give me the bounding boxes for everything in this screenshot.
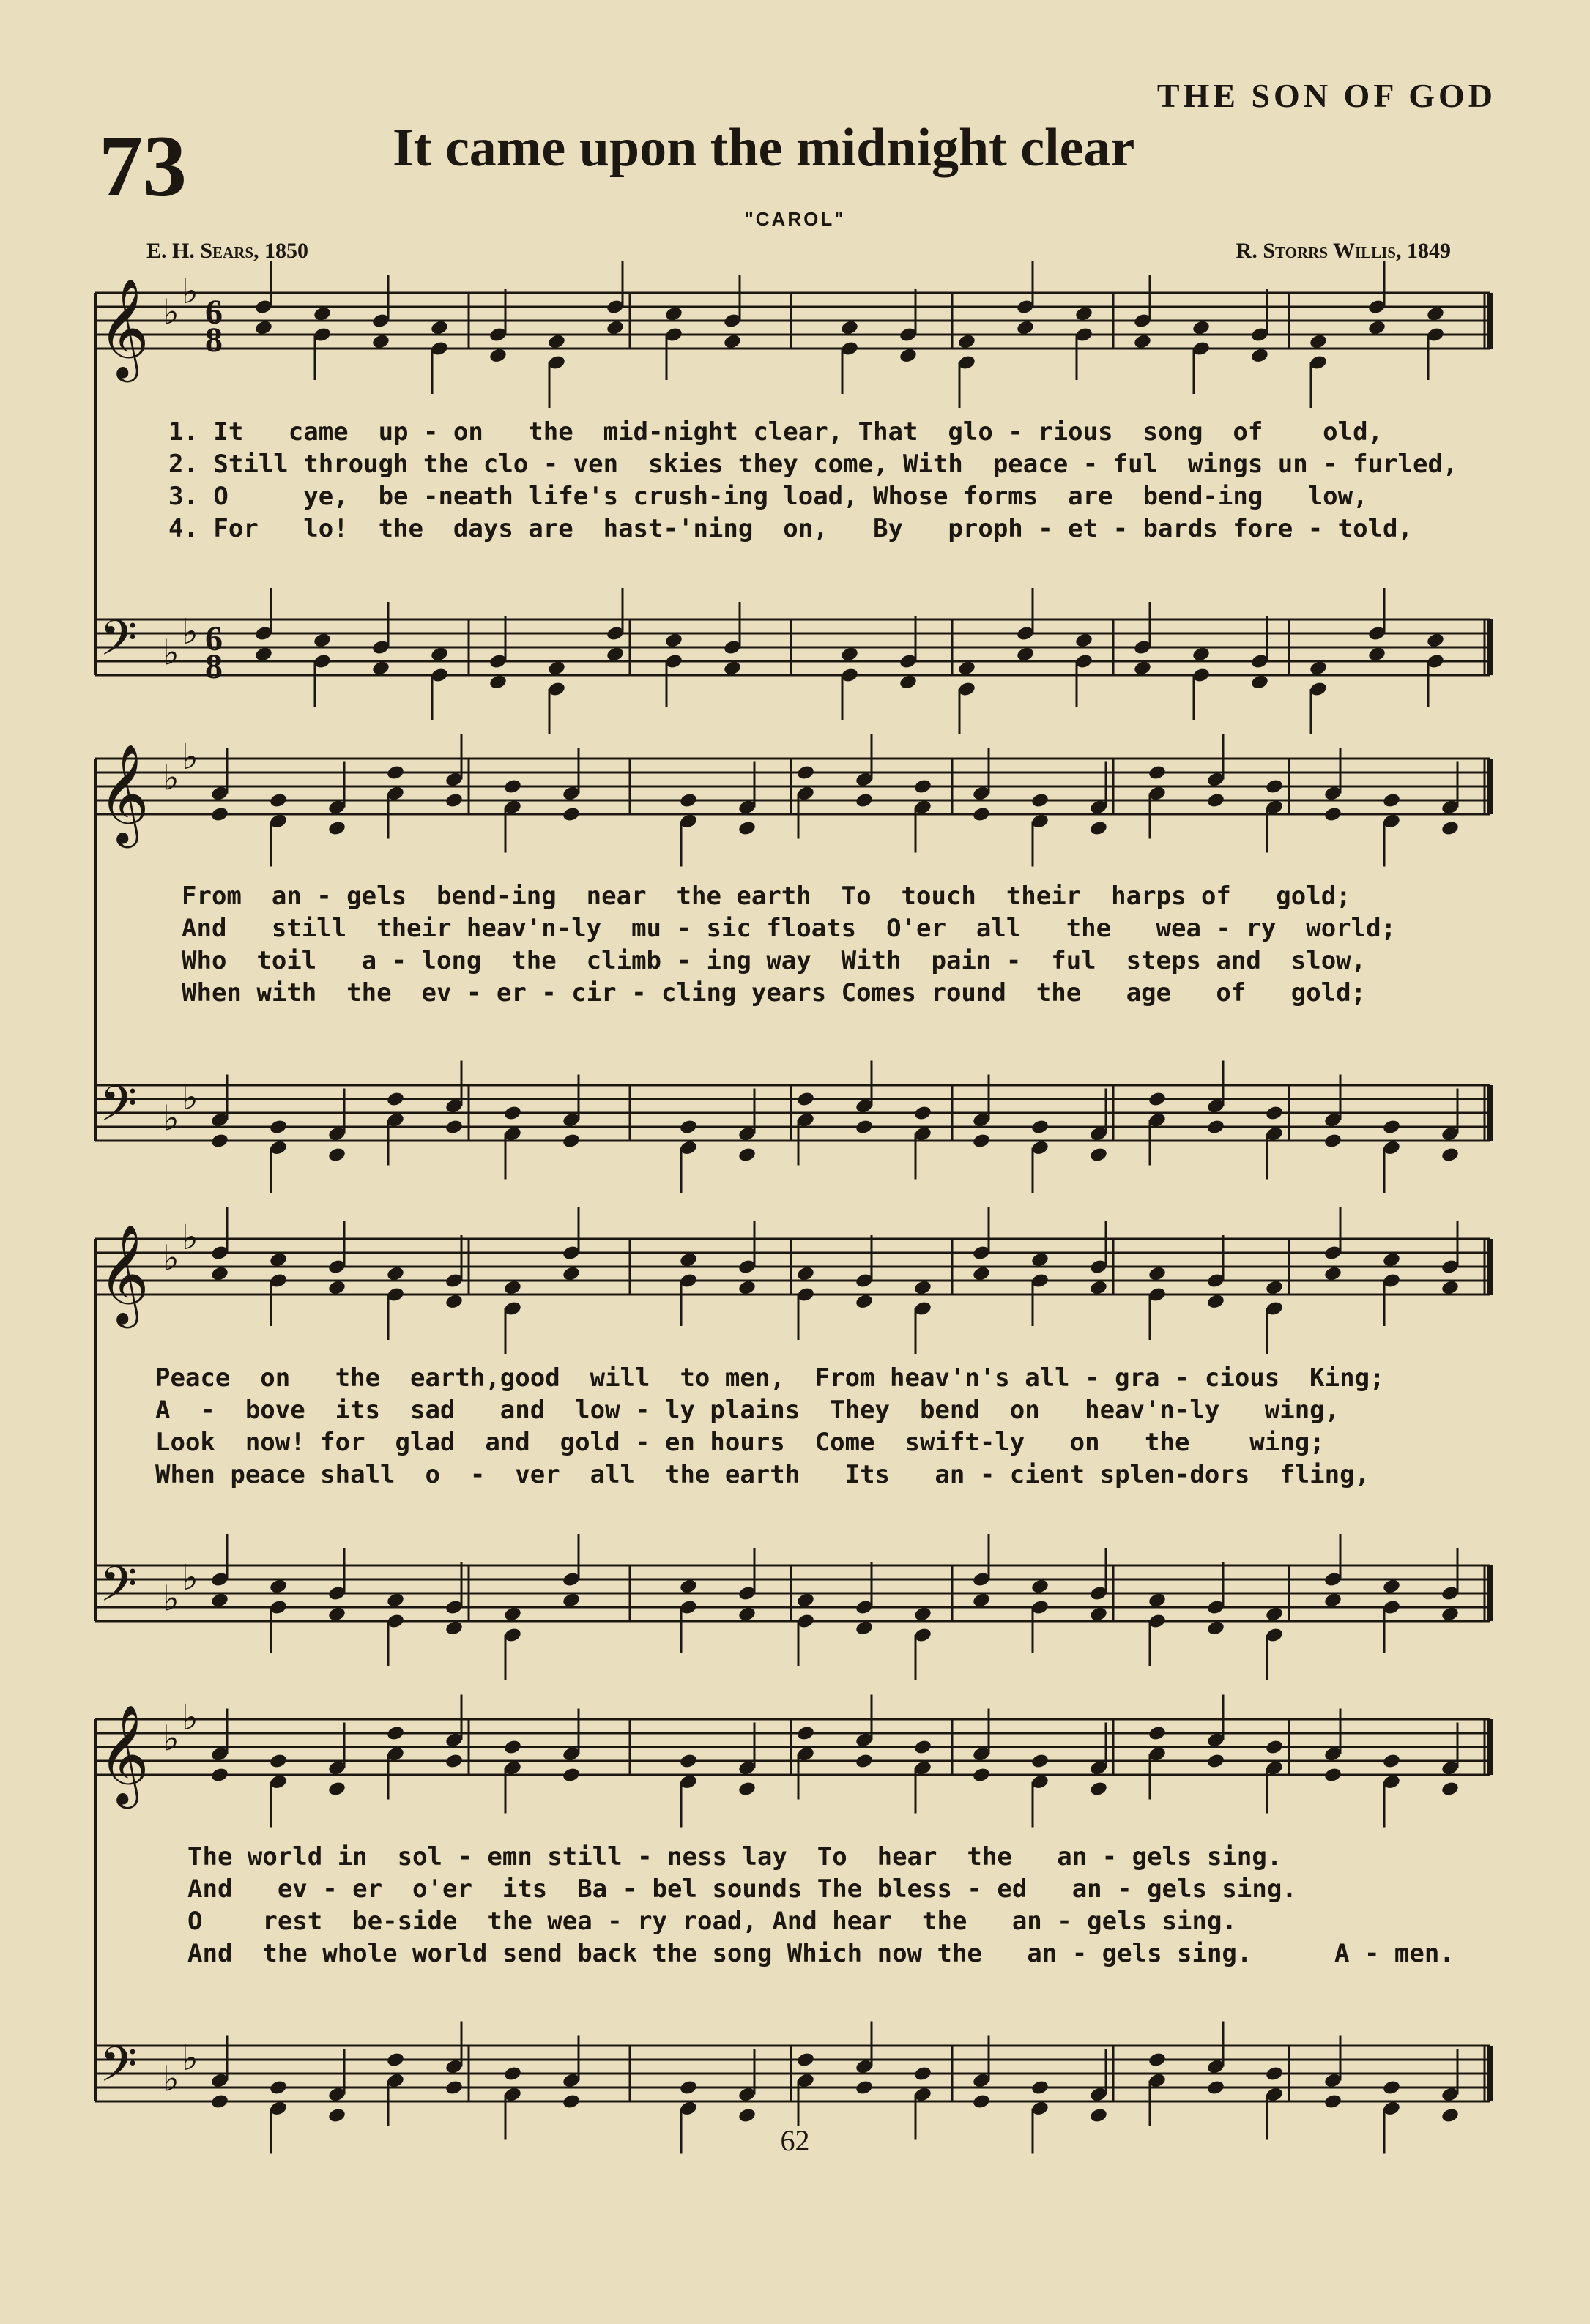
note-head bbox=[679, 2079, 698, 2096]
note-head bbox=[386, 1592, 405, 1609]
note-head bbox=[1133, 333, 1152, 350]
note-head bbox=[972, 1767, 991, 1784]
note-head bbox=[1441, 820, 1460, 837]
note-head bbox=[1309, 333, 1328, 350]
note-head bbox=[1382, 1753, 1401, 1770]
note-head bbox=[1192, 646, 1211, 663]
lyric-line: 1. It came up - on the mid-night clear, That glo - rious song of old, bbox=[168, 417, 1383, 447]
note-head bbox=[562, 806, 581, 823]
note-head bbox=[1030, 1753, 1050, 1770]
note-head bbox=[855, 1753, 874, 1770]
treble-clef: 𝄞 bbox=[98, 277, 149, 378]
note-head bbox=[269, 2079, 288, 2096]
flat-sign: ♭ bbox=[182, 1217, 198, 1258]
note-head bbox=[1206, 1620, 1225, 1636]
note-head bbox=[1192, 319, 1211, 336]
note-head bbox=[899, 347, 918, 364]
note-head bbox=[445, 2079, 464, 2096]
author-credit: E. H. Sears, 1850 bbox=[146, 239, 309, 263]
note-head bbox=[386, 1265, 405, 1282]
note-head bbox=[1265, 1279, 1284, 1296]
note-head bbox=[738, 1606, 757, 1623]
lyric-line: And still their heav'n-ly mu - sic floats O'er all the wea - ry world; bbox=[182, 914, 1397, 943]
note-head bbox=[445, 1119, 464, 1136]
note-head bbox=[913, 778, 932, 795]
flat-sign: ♭ bbox=[163, 757, 179, 799]
note-head bbox=[327, 1279, 346, 1296]
note-head bbox=[1323, 1265, 1342, 1282]
note-head bbox=[210, 1592, 229, 1609]
note-head bbox=[386, 2052, 405, 2068]
note-head bbox=[1382, 1578, 1401, 1595]
note-head bbox=[547, 333, 566, 350]
note-head bbox=[1323, 1592, 1342, 1609]
note-head bbox=[840, 646, 859, 663]
note-head bbox=[855, 1119, 874, 1136]
note-head bbox=[840, 319, 859, 336]
note-head bbox=[679, 1251, 698, 1268]
flat-sign: ♭ bbox=[163, 1237, 179, 1279]
flat-sign: ♭ bbox=[163, 1718, 179, 1759]
note-head bbox=[1074, 305, 1093, 322]
note-head bbox=[1030, 1119, 1050, 1136]
flat-sign: ♭ bbox=[182, 1557, 198, 1598]
note-head bbox=[210, 1265, 229, 1282]
lyric-line: 4. For lo! the days are hast-'ning on, By proph - et - bards fore - told, bbox=[168, 514, 1413, 543]
note-head bbox=[1367, 646, 1386, 663]
note-head bbox=[210, 2093, 229, 2110]
note-head bbox=[899, 674, 918, 690]
note-head bbox=[1441, 2107, 1460, 2124]
time-signature-bottom: 8 bbox=[205, 647, 223, 686]
note-head bbox=[1016, 646, 1035, 663]
note-head bbox=[562, 1133, 581, 1150]
lyric-line: And the whole world send back the song Which now the an - gels sing. bbox=[187, 1939, 1252, 1968]
note-head bbox=[210, 806, 229, 823]
note-head bbox=[738, 1279, 757, 1296]
page-number: 62 bbox=[780, 2124, 810, 2157]
note-head bbox=[1030, 2079, 1050, 2096]
note-head bbox=[972, 1592, 991, 1609]
note-head bbox=[679, 1119, 698, 1136]
note-head bbox=[606, 319, 625, 336]
note-head bbox=[445, 1293, 464, 1310]
note-head bbox=[386, 1725, 405, 1742]
note-head bbox=[1309, 660, 1328, 677]
note-head bbox=[855, 2079, 874, 2096]
amen-text: A - men. bbox=[1334, 1939, 1455, 1968]
note-head bbox=[1441, 1606, 1460, 1623]
note-head bbox=[254, 319, 273, 336]
note-head bbox=[1265, 778, 1284, 795]
note-head bbox=[1323, 1767, 1342, 1784]
bass-clef: 𝄢 bbox=[100, 1556, 138, 1624]
note-head bbox=[1089, 2107, 1108, 2124]
note-head bbox=[371, 660, 390, 677]
note-head bbox=[1265, 2066, 1284, 2082]
hymn-title: It came upon the midnight clear bbox=[393, 118, 1135, 178]
note-head bbox=[1382, 792, 1401, 809]
note-head bbox=[210, 1767, 229, 1784]
tune-name: "CAROL" bbox=[744, 208, 846, 230]
lyric-line: 3. O ye, be -neath life's crush-ing load, Whose forms are bend-ing low, bbox=[168, 482, 1368, 511]
note-head bbox=[327, 820, 346, 837]
note-head bbox=[562, 1265, 581, 1282]
note-head bbox=[503, 1279, 522, 1296]
note-head bbox=[664, 305, 683, 322]
note-head bbox=[1250, 674, 1269, 690]
note-head bbox=[1323, 806, 1342, 823]
note-head bbox=[972, 2093, 991, 2110]
note-head bbox=[1206, 2079, 1225, 2096]
note-head bbox=[313, 632, 332, 649]
note-head bbox=[1250, 347, 1269, 364]
note-head bbox=[796, 1592, 815, 1609]
note-head bbox=[1148, 2052, 1167, 2068]
hymn-number: 73 bbox=[99, 117, 187, 215]
flat-sign: ♭ bbox=[163, 2058, 179, 2100]
lyric-line: Peace on the earth,good will to men, From heav'n's all - gra - cious King; bbox=[155, 1363, 1385, 1393]
flat-sign: ♭ bbox=[163, 291, 179, 333]
note-head bbox=[1323, 1133, 1342, 1150]
note-head bbox=[445, 1620, 464, 1636]
note-head bbox=[855, 1620, 874, 1636]
note-head bbox=[1089, 1781, 1108, 1798]
note-head bbox=[913, 2066, 932, 2082]
flat-sign: ♭ bbox=[163, 1578, 179, 1620]
note-head bbox=[547, 660, 566, 677]
note-head bbox=[1074, 632, 1093, 649]
note-head bbox=[1426, 305, 1445, 322]
note-head bbox=[957, 333, 976, 350]
lyric-line: When peace shall o - ver all the earth Its an - cient splen-dors fling, bbox=[155, 1460, 1370, 1489]
note-head bbox=[562, 2093, 581, 2110]
note-head bbox=[386, 764, 405, 781]
note-head bbox=[1030, 792, 1050, 809]
note-head bbox=[488, 674, 508, 690]
note-head bbox=[430, 646, 449, 663]
note-head bbox=[738, 820, 757, 837]
note-head bbox=[972, 806, 991, 823]
note-head bbox=[679, 1578, 698, 1595]
note-head bbox=[972, 1133, 991, 1150]
note-head bbox=[679, 1753, 698, 1770]
note-head bbox=[738, 1781, 757, 1798]
note-head bbox=[738, 1147, 757, 1163]
note-head bbox=[503, 2066, 522, 2082]
note-head bbox=[1441, 1279, 1460, 1296]
note-head bbox=[503, 1105, 522, 1122]
note-head bbox=[562, 1767, 581, 1784]
note-head bbox=[1382, 1251, 1401, 1268]
note-head bbox=[430, 319, 449, 336]
note-head bbox=[796, 2052, 815, 2068]
flat-sign: ♭ bbox=[182, 271, 198, 312]
note-head bbox=[210, 1133, 229, 1150]
lyric-line: O rest be-side the wea - ry road, And hear the an - gels sing. bbox=[187, 1907, 1237, 1936]
note-head bbox=[1206, 1119, 1225, 1136]
note-head bbox=[313, 305, 332, 322]
note-head bbox=[796, 1725, 815, 1742]
lyric-line: A - bove its sad and low - ly plains They bend on heav'n-ly wing, bbox=[155, 1396, 1340, 1425]
note-head bbox=[371, 333, 390, 350]
note-head bbox=[1089, 1147, 1108, 1163]
note-head bbox=[1323, 2093, 1342, 2110]
treble-clef: 𝄞 bbox=[98, 742, 149, 843]
flat-sign: ♭ bbox=[182, 611, 198, 652]
note-head bbox=[1148, 764, 1167, 781]
note-head bbox=[503, 1606, 522, 1623]
flat-sign: ♭ bbox=[182, 1697, 198, 1738]
note-head bbox=[503, 1739, 522, 1756]
note-head bbox=[1148, 1091, 1167, 1108]
note-head bbox=[1206, 792, 1225, 809]
lyric-line: From an - gels bend-ing near the earth To touch their harps of gold; bbox=[182, 882, 1351, 911]
note-head bbox=[796, 764, 815, 781]
time-signature-bottom: 8 bbox=[205, 321, 223, 360]
bass-clef: 𝄢 bbox=[100, 1076, 138, 1144]
time-signature-top: 6 bbox=[205, 293, 223, 332]
note-head bbox=[1265, 1739, 1284, 1756]
lyric-line: And ev - er o'er its Ba - bel sounds The bless - ed an - gels sing. bbox=[187, 1874, 1297, 1904]
note-head bbox=[445, 792, 464, 809]
note-head bbox=[723, 660, 742, 677]
bass-clef: 𝄢 bbox=[100, 2036, 138, 2104]
section-heading: THE SON OF GOD bbox=[1156, 77, 1496, 114]
note-head bbox=[679, 792, 698, 809]
lyric-line: 2. Still through the clo - ven skies they come, With peace - ful wings un - furled, bbox=[168, 450, 1458, 479]
note-head bbox=[796, 1091, 815, 1108]
note-head bbox=[1148, 1725, 1167, 1742]
note-head bbox=[1206, 1753, 1225, 1770]
note-head bbox=[488, 347, 508, 364]
treble-clef: 𝄞 bbox=[98, 1703, 149, 1804]
note-head bbox=[1089, 1606, 1108, 1623]
lyric-line: The world in sol - emn still - ness lay To hear the an - gels sing. bbox=[187, 1842, 1282, 1872]
note-head bbox=[1206, 1293, 1225, 1310]
note-head bbox=[1265, 1105, 1284, 1122]
note-head bbox=[913, 1105, 932, 1122]
note-head bbox=[562, 1592, 581, 1609]
note-head bbox=[855, 792, 874, 809]
bass-clef: 𝄢 bbox=[100, 610, 138, 678]
note-head bbox=[1426, 632, 1445, 649]
note-head bbox=[269, 792, 288, 809]
note-head bbox=[1367, 319, 1386, 336]
note-head bbox=[1441, 1781, 1460, 1798]
note-head bbox=[327, 1606, 346, 1623]
flat-sign: ♭ bbox=[163, 632, 179, 674]
note-head bbox=[913, 1739, 932, 1756]
note-head bbox=[269, 1119, 288, 1136]
note-head bbox=[855, 1293, 874, 1310]
flat-sign: ♭ bbox=[182, 737, 198, 778]
note-head bbox=[1148, 1265, 1167, 1282]
note-head bbox=[1148, 1592, 1167, 1609]
note-head bbox=[386, 1091, 405, 1108]
note-head bbox=[1265, 1606, 1284, 1623]
lyric-line: When with the ev - er - cir - cling years Comes round the age of gold; bbox=[182, 978, 1367, 1008]
lyric-line: Look now! for glad and gold - en hours Come swift-ly on the wing; bbox=[155, 1428, 1325, 1457]
note-head bbox=[1089, 820, 1108, 837]
note-head bbox=[606, 646, 625, 663]
note-head bbox=[913, 1606, 932, 1623]
flat-sign: ♭ bbox=[163, 1098, 179, 1139]
note-head bbox=[445, 1753, 464, 1770]
flat-sign: ♭ bbox=[182, 1077, 198, 1118]
note-head bbox=[1016, 319, 1035, 336]
note-head bbox=[1382, 2079, 1401, 2096]
note-head bbox=[1382, 1119, 1401, 1136]
treble-clef: 𝄞 bbox=[98, 1223, 149, 1324]
note-head bbox=[327, 2107, 346, 2124]
note-head bbox=[1133, 660, 1152, 677]
note-head bbox=[957, 660, 976, 677]
note-head bbox=[269, 1753, 288, 1770]
note-head bbox=[327, 1781, 346, 1798]
note-head bbox=[664, 632, 683, 649]
flat-sign: ♭ bbox=[182, 2038, 198, 2079]
note-head bbox=[913, 1279, 932, 1296]
note-head bbox=[1089, 1279, 1108, 1296]
note-head bbox=[269, 1251, 288, 1268]
composer-credit: R. Storrs Willis, 1849 bbox=[1236, 239, 1451, 263]
note-head bbox=[1030, 1251, 1050, 1268]
note-head bbox=[503, 778, 522, 795]
note-head bbox=[796, 1265, 815, 1282]
note-head bbox=[1030, 1578, 1050, 1595]
note-head bbox=[1441, 1147, 1460, 1163]
note-head bbox=[738, 2107, 757, 2124]
note-head bbox=[327, 1147, 346, 1163]
note-head bbox=[723, 333, 742, 350]
note-head bbox=[269, 1578, 288, 1595]
lyric-line: Who toil a - long the climb - ing way With pain - ful steps and slow, bbox=[182, 946, 1367, 975]
time-signature-top: 6 bbox=[205, 619, 223, 658]
note-head bbox=[972, 1265, 991, 1282]
note-head bbox=[254, 646, 273, 663]
